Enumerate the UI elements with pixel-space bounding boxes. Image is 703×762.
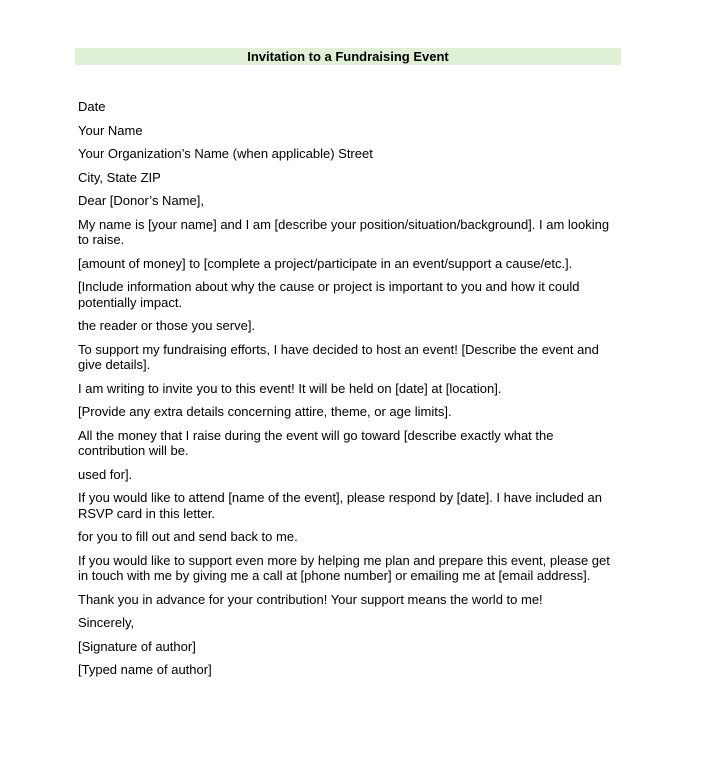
date-line: Date: [78, 99, 106, 114]
fill-out-paragraph: for you to fill out and send back to me.: [78, 529, 298, 544]
money-paragraph: All the money that I raise during the event will go toward [describe exactly what the contribution will be.: [78, 427, 554, 458]
details-paragraph: [Provide any extra details concerning attire, theme, or age limits].: [78, 404, 452, 419]
cause-paragraph: [Include information about why the cause or project is important to you and how it could potentially impact.: [78, 279, 580, 310]
organization-street-line: Your Organization’s Name (when applicable) Street: [78, 146, 373, 161]
invitation-paragraph: I am writing to invite you to this event! It will be held on [date] at [location].: [78, 380, 502, 396]
signature-line: [Signature of author]: [78, 638, 196, 654]
letter-body: [78, 99, 623, 686]
typed-name-line: [Typed name of author]: [78, 662, 212, 677]
intro-paragraph: My name is [your name] and I am [describe your position/situation/background]. I am looking to raise.: [78, 216, 610, 247]
amount-paragraph: [amount of money] to [complete a project/participate in an event/support a cause/etc.].: [78, 255, 573, 271]
city-state-zip-line: City, State ZIP: [78, 169, 161, 185]
event-paragraph: To support my fundraising efforts, I have decided to host an event! [Describe the event and give details].: [78, 341, 599, 372]
sender-name-line: Your Name: [78, 122, 143, 138]
salutation: Dear [Donor’s Name],: [78, 193, 204, 208]
thanks-paragraph: Thank you in advance for your contribution! Your support means the world to me!: [78, 591, 543, 607]
closing: Sincerely,: [78, 615, 135, 630]
document-title: Invitation to a Fundraising Event: [75, 48, 621, 65]
rsvp-paragraph: If you would like to attend [name of the event], please respond by [date]. I have included an RSVP card in this letter.: [78, 490, 602, 521]
reader-paragraph: the reader or those you serve].: [78, 318, 256, 333]
support-paragraph: If you would like to support even more by helping me plan and prepare this event, please get in touch with me by giving me a call at [phone number] or emailing me at [email address].: [78, 552, 610, 583]
used-for-paragraph: used for].: [78, 466, 133, 482]
